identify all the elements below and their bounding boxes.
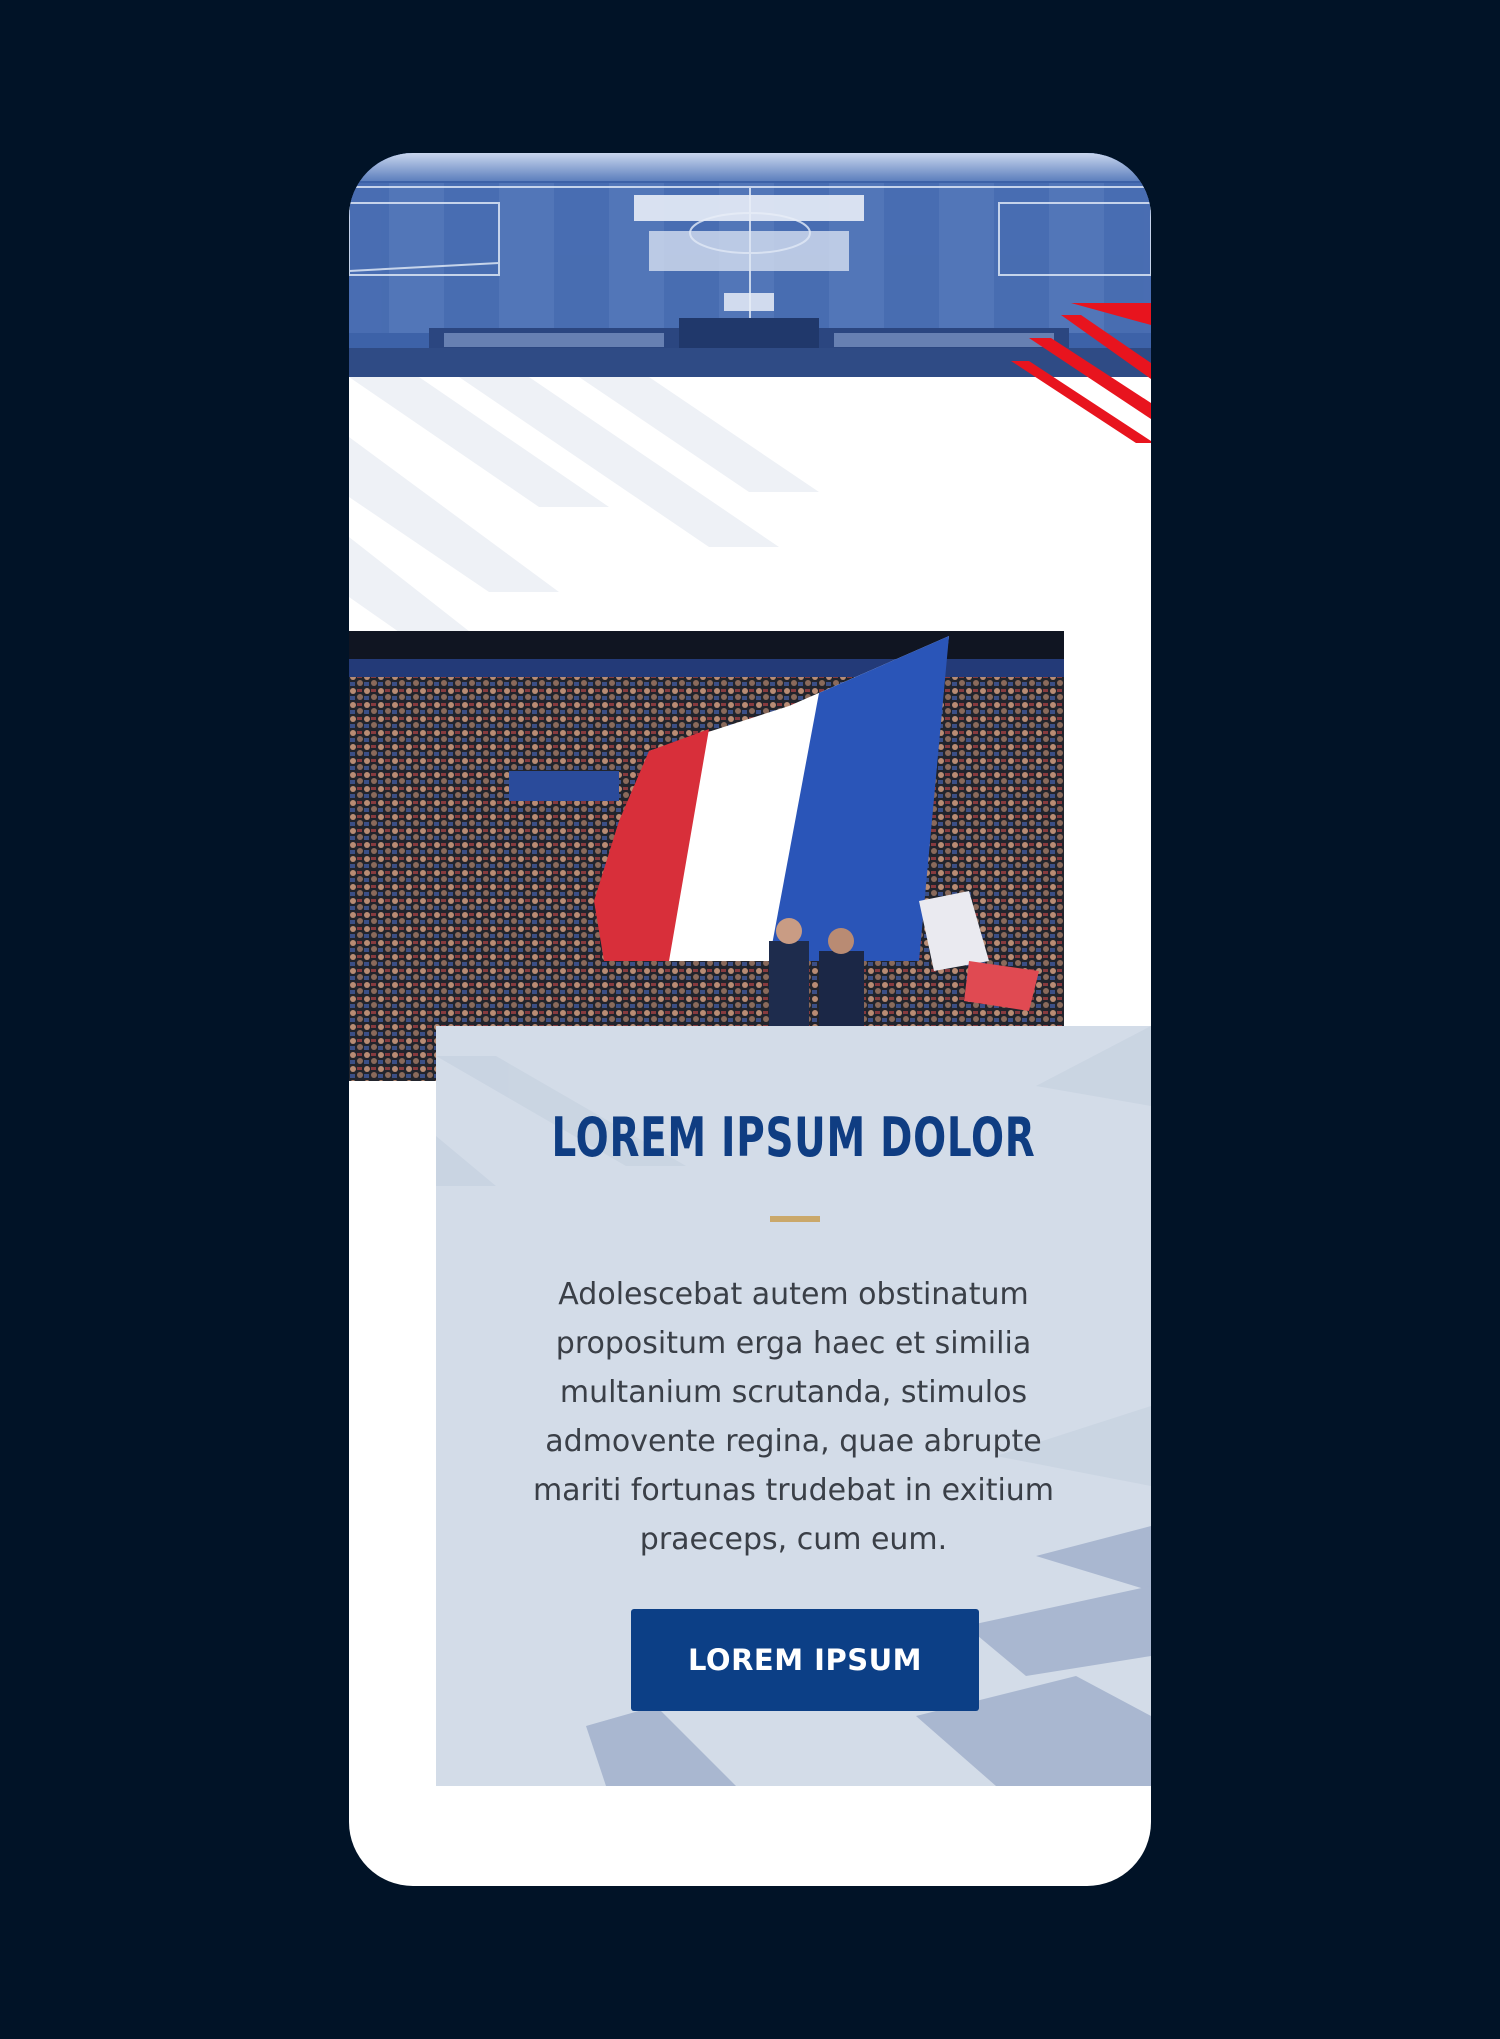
phone-screen — [349, 153, 1151, 1886]
content-card — [436, 1026, 1151, 1786]
fans-flag-illustration — [349, 631, 1064, 1081]
fans-flag-photo — [349, 631, 1064, 1081]
red-stripes-decoration — [1011, 303, 1151, 443]
card-title: LOREM IPSUM DOLOR — [551, 1106, 1036, 1169]
lorem-ipsum-button[interactable]: LOREM IPSUM — [631, 1609, 979, 1711]
title-divider — [770, 1216, 820, 1222]
card-body-text: Adolescebat autem obstinatum propositum erga haec et similia multanium scrutanda, stimulos admovente regina, quae abrupte mariti fortunas trudebat in exitium praeceps, cum eum. — [532, 1277, 1055, 1557]
